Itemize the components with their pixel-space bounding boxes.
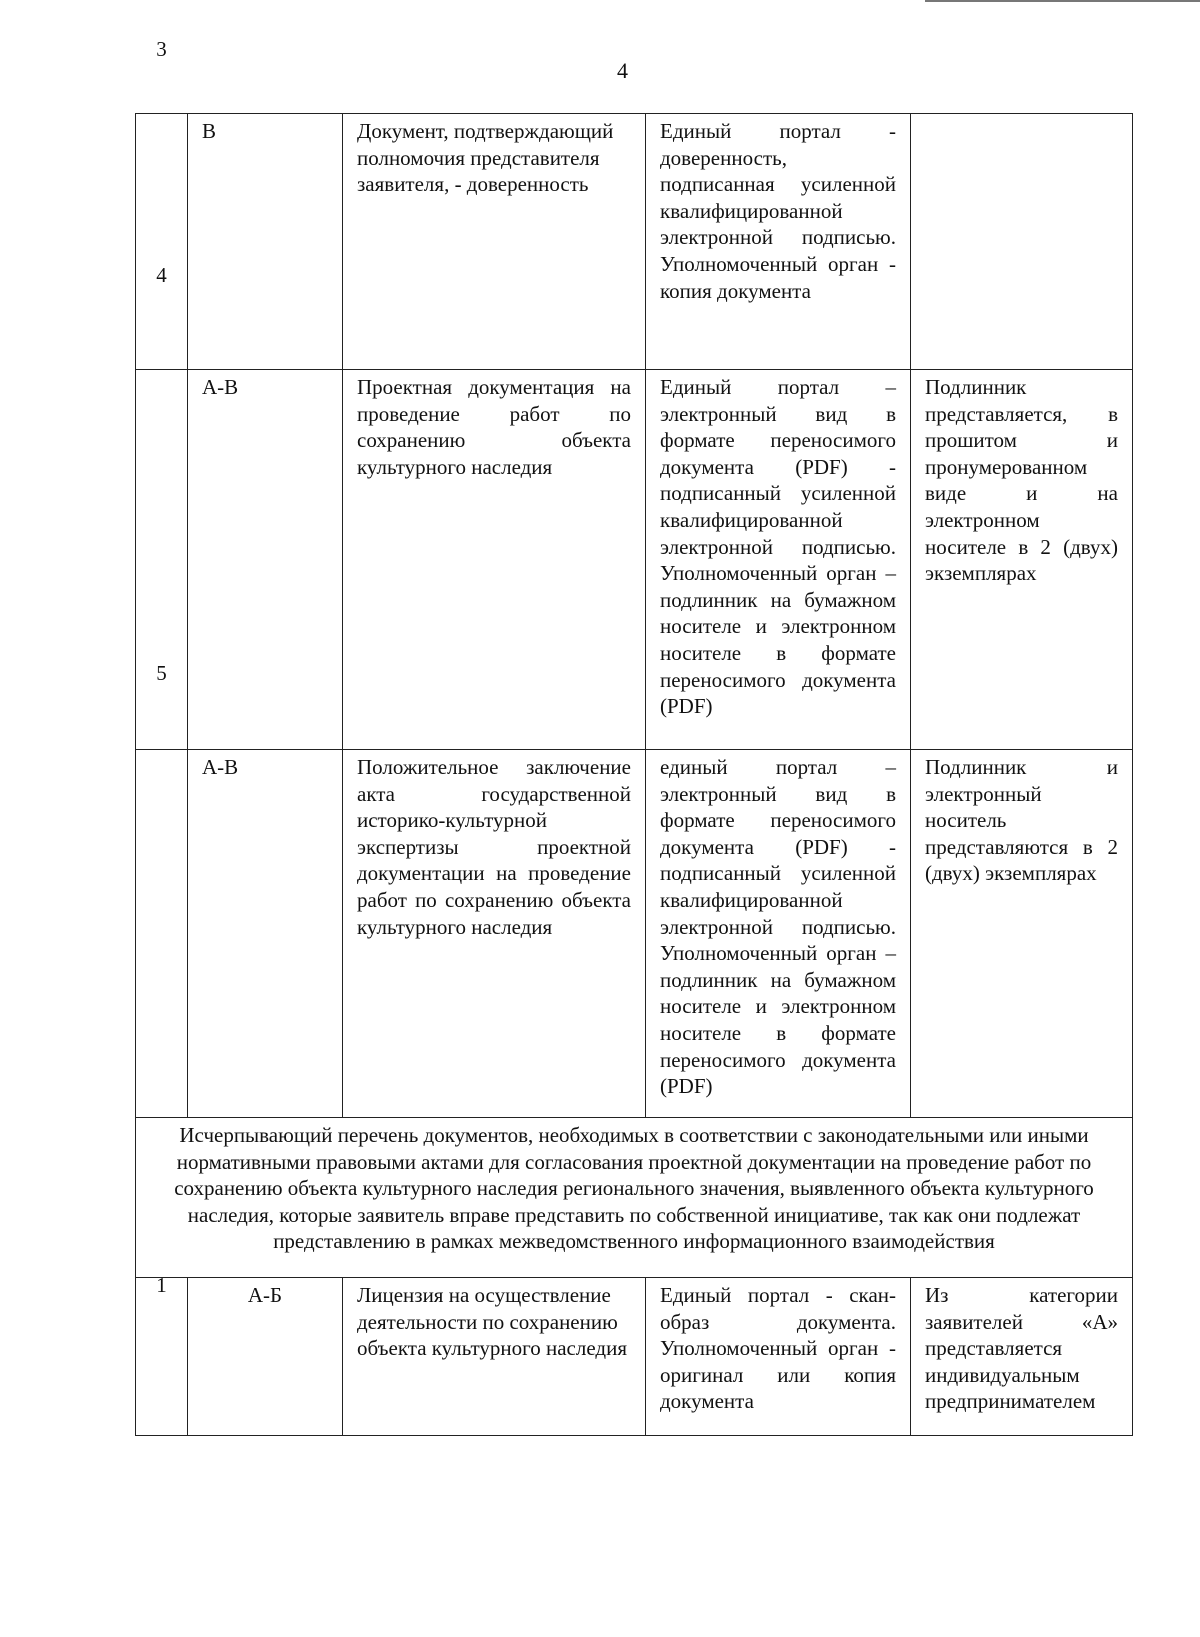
submission-method: Единый портал - скан-образ документа. Уполномоченный орган - оригинал или копия документа	[646, 1278, 911, 1436]
submission-method: Единый портал - доверенность, подписанная усиленной квалифицированной электронной подписью. Уполномоченный орган - копия документа	[646, 114, 911, 370]
row-number: 5	[136, 750, 188, 1118]
document-name: Документ, подтверждающий полномочия представителя заявителя, - доверенность	[343, 114, 646, 370]
document-name: Проектная документация на проведение работ по сохранению объекта культурного наследия	[343, 370, 646, 750]
document-note	[911, 114, 1133, 370]
submission-method: единый портал – электронный вид в формате переносимого документа (PDF) - подписанный усиленной квалифицированной электронной подписью. Уполномоченный орган – подлинник на бумажном носителе и электронном носителе в формате переносимого документа (PDF)	[646, 750, 911, 1118]
document-name: Лицензия на осуществление деятельности по сохранению объекта культурного наследия	[343, 1278, 646, 1436]
table-row	[136, 370, 1133, 750]
table-row	[136, 750, 1133, 1118]
applicant-category: В	[188, 114, 343, 370]
document-note: Из категории заявителей «А» представляется индивидуальным предпринимателем	[911, 1278, 1133, 1436]
page-number: 4	[617, 58, 628, 83]
table-row	[136, 114, 1133, 370]
table-row	[136, 1278, 1133, 1436]
section-heading: Исчерпывающий перечень документов, необходимых в соответствии с законодательными или иными нормативными правовыми актами для согласования проектной документации на проведение работ по сохранению объекта культурного наследия регионального значения, выявленного объекта культурного наследия, которые заявитель вправе представить по собственной инициативе, так как они подлежат представлению в рамках межведомственного информационного взаимодействия	[136, 1118, 1133, 1278]
row-number: 3	[136, 114, 188, 370]
document-name: Положительное заключение акта государственной историко-культурной экспертизы проектной документации на проведение работ по сохранению объекта культурного наследия	[343, 750, 646, 1118]
documents-table	[135, 37, 1133, 1436]
applicant-category: А-В	[188, 750, 343, 1118]
top-rule	[925, 0, 1200, 2]
applicant-category: А-Б	[188, 1278, 343, 1436]
row-number: 4	[136, 370, 188, 750]
document-note: Подлинник представляется, в прошитом и пронумерованном виде и на электронном носителе в 2 (двух) экземплярах	[911, 370, 1133, 750]
document-note: Подлинник и электронный носитель представляются в 2 (двух) экземплярах	[911, 750, 1133, 1118]
section-heading-row	[136, 1118, 1133, 1278]
row-number: 1	[136, 1278, 188, 1436]
submission-method: Единый портал – электронный вид в формате переносимого документа (PDF) - подписанный усиленной квалифицированной электронной подписью. Уполномоченный орган – подлинник на бумажном носителе и электронном носителе в формате переносимого документа (PDF)	[646, 370, 911, 750]
applicant-category: А-В	[188, 370, 343, 750]
